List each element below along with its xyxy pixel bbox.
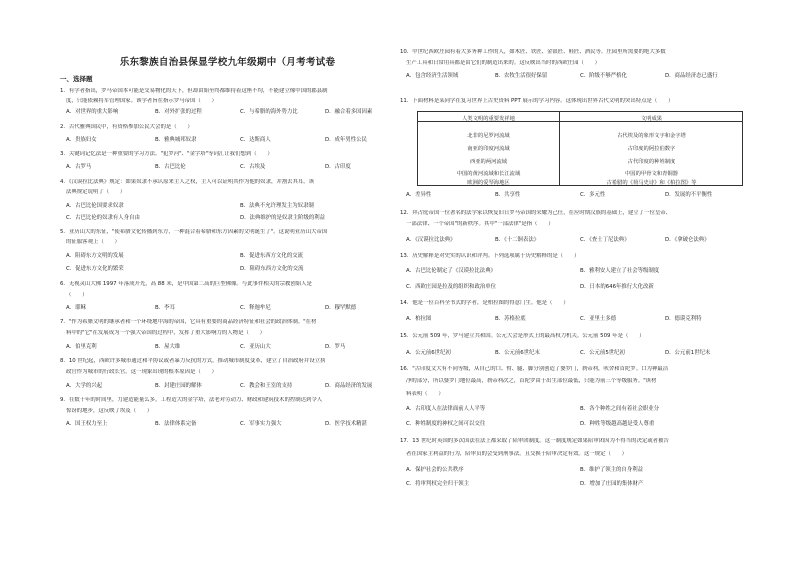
section-heading: 一、选择题 xyxy=(60,75,93,83)
option[interactable]: C．古埃及 xyxy=(240,164,266,170)
question-text: 政官作为城市的行政长官。这一现象出现的根本原因是（ ） xyxy=(66,369,217,375)
option[interactable]: B．法律体系完备 xyxy=(155,421,197,427)
question-text: 14．他是一位百科全书式的学者，是柏拉图的得意门生。他是（ ） xyxy=(400,300,569,306)
question-text: 7．"作为希腊文明的继承者和一个环绕地中海的帝国，它具有重要的商品经济特征和社会的政治体制。"在材 xyxy=(60,319,317,325)
option[interactable]: A．差异性 xyxy=(406,192,432,198)
option[interactable]: C．促进东方文化的繁荣 xyxy=(66,266,124,272)
table-cell: 中国的甲骨文和青铜器 xyxy=(625,171,678,177)
question-text: 2．古代雅典国民中，有资格参加公民大会的是（ ） xyxy=(60,124,193,130)
option[interactable]: C．《查士丁尼法典》 xyxy=(580,237,630,243)
table-cell: 欧洲的爱琴海地区 xyxy=(467,180,510,186)
option[interactable]: A．古巴比伦国要求奴隶 xyxy=(66,203,124,209)
question-text: 10．中世纪西欧庄园有着大多务种工作的人，如木匠、铁匠、金银匠、鞋匠、酒民等。庄园里所需要的绝大多数 xyxy=(400,49,666,55)
table-cell: 西亚的两河流域 xyxy=(469,159,508,165)
civilization-table xyxy=(417,111,743,186)
option[interactable]: A．贵族妇女 xyxy=(66,137,97,143)
option[interactable]: A．阻碍东方文明的发展 xyxy=(66,253,124,259)
option[interactable]: C．阶级不够严格化 xyxy=(580,73,627,79)
option[interactable]: A．保护社会的公共秩序 xyxy=(406,467,464,473)
option[interactable]: C．军事实力强大 xyxy=(240,421,282,427)
option[interactable]: B．古巴比伦 xyxy=(155,164,186,170)
option[interactable]: B．《十二铜表法》 xyxy=(495,237,540,243)
option[interactable]: B．雅利安人建立了社会等级制度 xyxy=(580,268,660,274)
table-header: 人类文明的重要发祥地 xyxy=(462,116,515,122)
option[interactable]: D．商品经济的发展 xyxy=(325,383,373,389)
option[interactable]: D．融合着多国因素 xyxy=(325,109,373,115)
option[interactable]: B．公元前6世纪末 xyxy=(495,350,540,356)
option[interactable]: C．将审判权完全归于领主 xyxy=(406,481,470,487)
question-text: 8．10 世纪起，西欧许多城市通过和平协议或者暴力反抗的方式，推动城市制度变革，建立了自治政府并设立执 xyxy=(60,358,326,364)
option[interactable]: B．雅典城邦奴隶 xyxy=(155,137,197,143)
table-cell: 南亚的印度河流域 xyxy=(467,146,510,152)
question-text: 惊讶的地步，这反映了埃及（ ） xyxy=(66,408,153,414)
option[interactable]: A．古印度人在法律面前人人平等 xyxy=(406,406,486,412)
option[interactable]: D．增加了庄园的集体财产 xyxy=(580,481,644,487)
question-text: 15．公元前 509 年，罗马建立共和国。公元大会是形式上的最高权力机关。公元前 509 年是（ ） xyxy=(400,333,645,339)
option[interactable]: B．苏格拉底 xyxy=(495,316,526,322)
option[interactable]: A．伯里克利 xyxy=(66,344,97,350)
option[interactable]: D．阻碍东西方文化的交流 xyxy=(240,266,304,272)
option[interactable]: B．促进东西方文化的交流 xyxy=(240,253,303,259)
option[interactable]: C．种姓制度的神权之间可以交往 xyxy=(406,421,486,427)
option[interactable]: D．公元前1世纪末 xyxy=(665,350,711,356)
table-cell: 北非的尼罗河流域 xyxy=(467,133,510,139)
option[interactable]: D．种姓等级越高越是受人尊重 xyxy=(580,421,655,427)
option[interactable]: D．古印度 xyxy=(325,164,351,170)
question-text: 度，只能依赖将军管理国家。该学者旨在指示罗马帝国（ ） xyxy=(66,98,217,104)
option[interactable]: C．公元前5世纪初 xyxy=(580,350,625,356)
question-text: 1．有学者指出，罗马帝国本可能是交易物化的天下，但却由始至终都维持着这座不均，不能建立像中国的郡县制 xyxy=(60,88,328,94)
question-text: 料中的"它"在发展成为一个强大帝国的过程中，发挥了重大影响力的人物是（ ） xyxy=(66,330,266,336)
option[interactable]: A．对世界的重大影响 xyxy=(66,109,119,115)
question-text: （ ） xyxy=(66,292,88,298)
option[interactable]: D．成年男性公民 xyxy=(325,137,367,143)
option[interactable]: B．法典不允许理发主为奴隶制 xyxy=(240,203,314,209)
option[interactable]: B．李耳 xyxy=(155,305,175,311)
table-header: 文明成果 xyxy=(640,116,663,122)
option[interactable]: B．屋大维 xyxy=(155,344,181,350)
option[interactable]: C．与希腊的海外势力比 xyxy=(240,109,298,115)
question-text: 9．在数千年的时间里，力建造能量么多，工程造大的金字塔，法老对劳动力、财政和建筑技术的控制达到令人 xyxy=(60,397,323,403)
question-text: 17．13 世纪时英国的多次国法在法上都采取了陪审团制度。这一制度规定如果陪审团因为不得当的决定或者被告 xyxy=(400,438,669,444)
table-cell: 中国的黄河流域和长江流域 xyxy=(456,171,521,177)
table-cell: 古希腊的《荷马史诗》和《柏拉图》等 xyxy=(606,180,697,186)
option[interactable]: B．维护了领主的自身利益 xyxy=(580,467,643,473)
option[interactable]: B．农牧生活很好保留 xyxy=(495,73,548,79)
option[interactable]: B．共享性 xyxy=(495,192,521,198)
option[interactable]: D．医学技术精湛 xyxy=(325,421,367,427)
option[interactable]: D．穆罕默德 xyxy=(325,305,357,311)
option[interactable]: A．公元前6世纪初 xyxy=(406,350,451,356)
question-text: 一部法律、一个帝国"的新秩序。其中"一部法律"是指（ ） xyxy=(406,221,554,227)
question-text: 12．拜占庭帝国一位著名的法学家以恢复旧日罗马帝国的荣耀为己任，在应时期汉族的基础上，建立了一位皇帝、 xyxy=(400,210,672,216)
page-title: 乐东黎族自治县保显学校九年级期中（月考考试卷 xyxy=(119,57,336,68)
option[interactable]: A．耶稣 xyxy=(66,305,86,311)
option[interactable]: B．封建庄园的解体 xyxy=(155,383,202,389)
question-text: 6．无视灵山大佛 1997 年落成开光，高 88 米，是中国第二高的巨型佛像。与此事件相关的宗教创始人是 xyxy=(60,281,312,287)
question-text: 3．关键词记忆法是一种重要的学习方法。"犯罗河"、"金字塔"等词汇让我们想到（ ） xyxy=(60,151,273,157)
table-cell: 古代埃及的象形文字和金字塔 xyxy=(617,133,686,139)
option[interactable]: D．商品经济态已盛行 xyxy=(665,73,718,79)
option[interactable]: C．亚里士多德 xyxy=(580,316,617,322)
question-text: 净的部分，所以婆罗门地位最高，刹帝利次之，首陀罗由于出生部位最低，只能为前三个等级服务。"该材 xyxy=(406,378,657,384)
question-text: 4．《汉谟拉比法典》规定：如果奴隶不承认原来主人之权，主人可以证明其作为他的奴隶，并割去其耳。该 xyxy=(60,179,315,185)
option[interactable]: A．国王权力至上 xyxy=(66,421,108,427)
question-text: 5．亚历山大的东征，"使希腊文化传播到东方，一种混合着希腊和东方因素的文明诞生了"。这说明亚历山大帝国 xyxy=(60,229,328,235)
option[interactable]: D．发展的不平衡性 xyxy=(665,192,713,198)
question-text: 13．历史解释是对史实的认识和评判。下列选项属于历史解释的是（ ） xyxy=(400,253,580,259)
table-cell: 古印度的阿拉伯数字 xyxy=(627,146,676,152)
option[interactable]: A．古罗马 xyxy=(66,164,92,170)
option[interactable]: C．达斯商人 xyxy=(240,137,271,143)
option[interactable]: C．西欧庄园是拉及的组织和政治单位 xyxy=(406,284,497,290)
option[interactable]: A．包含经济生活领域 xyxy=(406,73,459,79)
question-text: 生产工具和日常用具都是由它们的制造出来的。这反映出当时的西欧庄园（ ） xyxy=(406,60,601,66)
option[interactable]: D．法典维护的是奴隶主阶级的利益 xyxy=(240,215,326,221)
question-text: 者在国家主利益的行为，陪审员的会受到刑事法。且交换于陪审决定有效。这一规定（ ） xyxy=(406,451,628,457)
question-text: 法典规定说明了（ ） xyxy=(66,189,126,195)
option[interactable]: C．释迦牟尼 xyxy=(240,305,271,311)
question-text: 料表明（ ） xyxy=(406,391,444,397)
option[interactable]: D．罗马 xyxy=(325,344,346,350)
option[interactable]: C．亚历山大 xyxy=(240,344,271,350)
option[interactable]: B．各个种姓之间有着社会职业分 xyxy=(580,406,660,412)
option[interactable]: A．《汉谟拉比法典》 xyxy=(406,237,456,243)
option[interactable]: C．多元性 xyxy=(580,192,606,198)
option[interactable]: A．柏拉图 xyxy=(406,316,432,322)
option[interactable]: A．大学的兴起 xyxy=(66,383,103,389)
option[interactable]: C．教会和王室的支持 xyxy=(240,383,293,389)
option[interactable]: D．日本的646年推行大化改新 xyxy=(580,284,654,290)
option[interactable]: C．古巴比伦的奴隶有人身自由 xyxy=(66,215,140,221)
question-text: 16．"古印度文大有不同等级，从自己的口、臂、腿、脚分别创造了婆罗门，刹帝利，吠舍和首陀罗。口为神最洁 xyxy=(400,366,669,372)
option[interactable]: B．对外扩张的过程 xyxy=(155,109,202,115)
question-text: 的征服客观上（ ） xyxy=(66,239,120,245)
option[interactable]: D．《拿破仑法典》 xyxy=(665,237,710,243)
option[interactable]: D．德谟克利特 xyxy=(665,316,702,322)
table-cell: 古代印度的种姓制度 xyxy=(627,159,676,165)
option[interactable]: A．古巴比伦制定了《汉谟拉比法典》 xyxy=(406,268,496,274)
question-text: 11．下面材料是某同学在复习世界上古史资料 PPT 展示的学习内容。这体现出世界古代文明的突出特点是（ ） xyxy=(400,98,674,104)
